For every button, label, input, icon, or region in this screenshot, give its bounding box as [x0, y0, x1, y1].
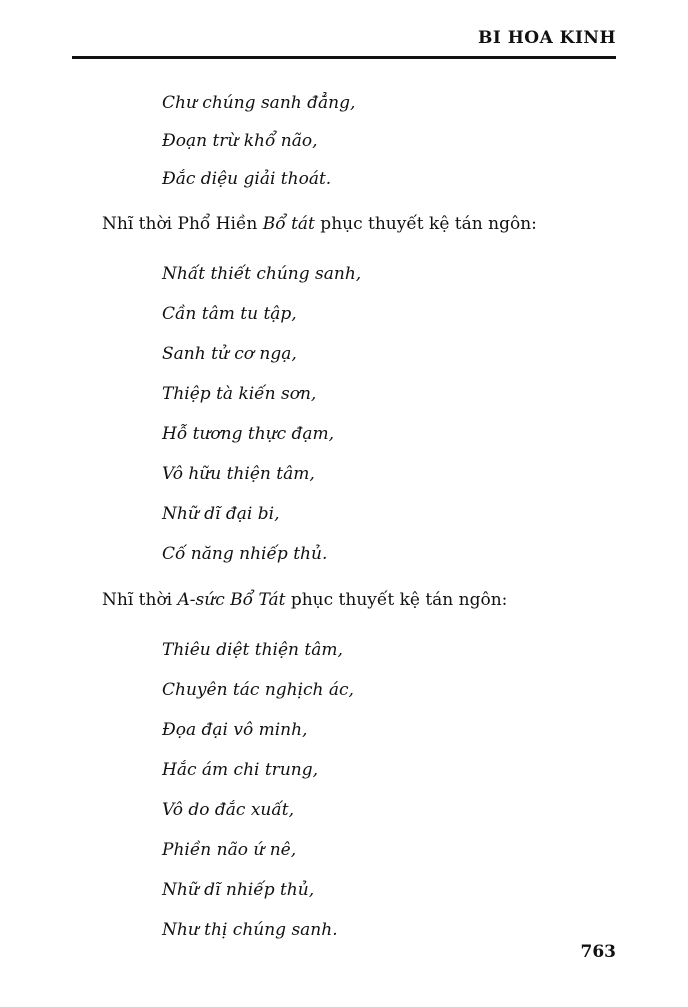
- header-rule: [72, 56, 616, 59]
- running-header: BI HOA KINH: [477, 28, 616, 48]
- page-body: [102, 84, 622, 950]
- prose-text: phục thuyết kệ tán ngôn:: [285, 590, 508, 610]
- prose-italic-title: Bổ tát: [262, 214, 315, 234]
- verse-line: Đọa đại vô minh,: [162, 720, 308, 740]
- prose-text: Nhĩ thời: [102, 590, 178, 610]
- verse-line: Cần tâm tu tập,: [162, 304, 297, 324]
- verse-line: Vô do đắc xuất,: [162, 800, 295, 820]
- prose-paragraph-1: [102, 204, 622, 244]
- prose-text: phục thuyết kệ tán ngôn:: [314, 214, 537, 234]
- verse-line: Đoạn trừ khổ não,: [162, 131, 318, 151]
- verse-line: Hắc ám chi trung,: [162, 760, 318, 780]
- verse-line: Cố năng nhiếp thủ.: [162, 544, 328, 564]
- verse-line: Chuyên tác nghịch ác,: [162, 680, 354, 700]
- verse-line: Hỗ tương thực đạm,: [162, 424, 335, 444]
- verse-line: Vô hữu thiện tâm,: [162, 464, 315, 484]
- verse-block-3: [102, 630, 622, 950]
- prose-paragraph-2: [102, 580, 622, 620]
- verse-line: Như thị chúng sanh.: [162, 920, 338, 940]
- page-number: 763: [580, 942, 616, 962]
- verse-line: Nhữ dĩ nhiếp thủ,: [162, 880, 315, 900]
- verse-line: Thiêu diệt thiện tâm,: [162, 640, 343, 660]
- verse-line: Phiền não ứ nê,: [162, 840, 297, 860]
- verse-block-2: [102, 254, 622, 574]
- verse-line: Chư chúng sanh đẳng,: [162, 93, 356, 113]
- verse-line: Đắc diệu giải thoát.: [162, 169, 332, 189]
- verse-line: Nhữ dĩ đại bi,: [162, 504, 280, 524]
- verse-line: Sanh tử cơ ngạ,: [162, 344, 297, 364]
- verse-line: Thiệp tà kiến sơn,: [162, 384, 317, 404]
- verse-block-1: [102, 84, 622, 198]
- prose-italic-title: A-sức Bổ Tát: [177, 590, 286, 610]
- verse-line: Nhất thiết chúng sanh,: [162, 264, 362, 284]
- prose-text: Nhĩ thời Phổ Hiền: [102, 214, 263, 234]
